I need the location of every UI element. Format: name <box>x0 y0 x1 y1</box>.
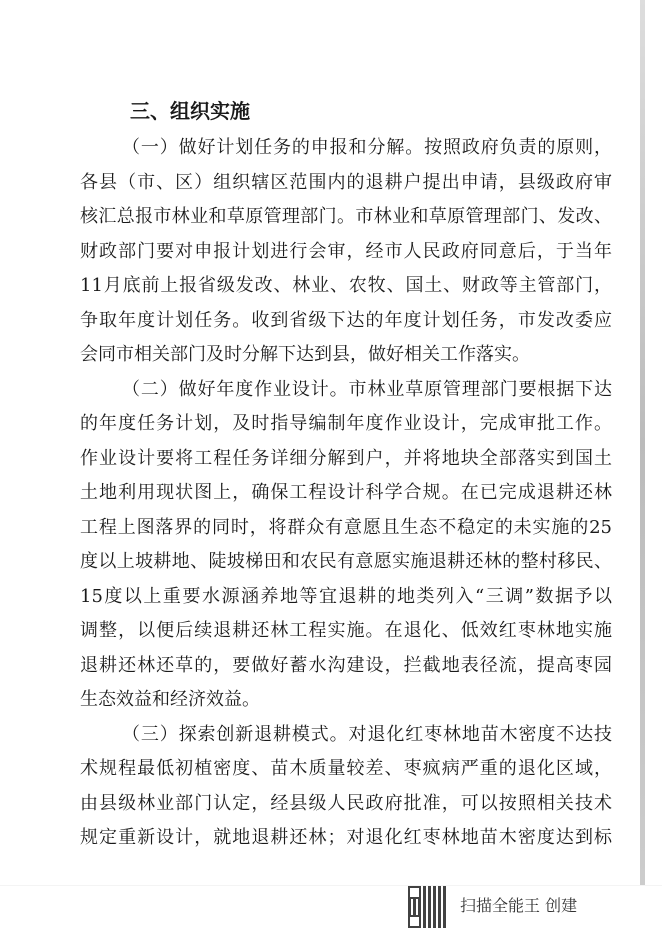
paragraph-line: 的年度任务计划，及时指导编制年度作业设计，完成审批工作。 <box>80 413 612 434</box>
qr-code-icon <box>408 886 446 928</box>
paragraph-line: 各县（市、区）组织辖区范围内的退耕户提出申请，县级政府审 <box>80 171 612 193</box>
page-bottom-edge <box>0 885 662 886</box>
section-heading: 三、组织实施 <box>130 99 250 123</box>
paragraph-line: 核汇总报市林业和草原管理部门。市林业和草原管理部门、发改、 <box>80 206 612 227</box>
paragraph-line: 退耕还林还草的，要做好蓄水沟建设，拦截地表径流，提高枣园 <box>80 654 612 676</box>
paragraph-line: 工程上图落界的同时，将群众有意愿且生态不稳定的未实施的25 <box>80 516 612 538</box>
scan-page-edge <box>640 0 645 885</box>
paragraph-line: 规定重新设计，就地退耕还林；对退化红枣林地苗木密度达到标 <box>80 827 612 848</box>
paragraph-line: （一）做好计划任务的申报和分解。按照政府负责的原则， <box>122 137 612 158</box>
paragraph-line: 财政部门要对申报计划进行会审，经市人民政府同意后，于当年 <box>80 240 612 262</box>
scanner-watermark: 扫描全能王 创建 <box>460 896 578 915</box>
paragraph-line: 术规程最低初植密度、苗木质量较差、枣疯病严重的退化区域， <box>80 758 612 779</box>
paragraph-line: 由县级林业部门认定，经县级人民政府批准，可以按照相关技术 <box>80 792 612 814</box>
paragraph-line: （二）做好年度作业设计。市林业草原管理部门要根据下达 <box>122 378 612 400</box>
paragraph-line: 11月底前上报省级发改、林业、农牧、国土、财政等主管部门， <box>80 275 612 296</box>
paragraph-line: 度以上坡耕地、陡坡梯田和农民有意愿实施退耕还林的整村移民、 <box>80 551 612 572</box>
paragraph-line: 争取年度计划任务。收到省级下达的年度计划任务，市发改委应 <box>80 309 612 331</box>
paragraph-line: 作业设计要将工程任务详细分解到户，并将地块全部落实到国土 <box>80 447 612 469</box>
paragraph-line: 生态效益和经济效益。 <box>80 689 260 710</box>
paragraph-line: 会同市相关部门及时分解下达到县，做好相关工作落实。 <box>80 344 530 365</box>
paragraph-line: 15度以上重要水源涵养地等宜退耕的地类列入“三调”数据予以 <box>80 585 612 607</box>
paragraph-line: 调整，以便后续退耕还林工程实施。在退化、低效红枣林地实施 <box>80 620 612 641</box>
paragraph-line: 土地利用现状图上，确保工程设计科学合规。在已完成退耕还林 <box>80 482 612 503</box>
paragraph-line: （三）探索创新退耕模式。对退化红枣林地苗木密度不达技 <box>122 723 612 745</box>
